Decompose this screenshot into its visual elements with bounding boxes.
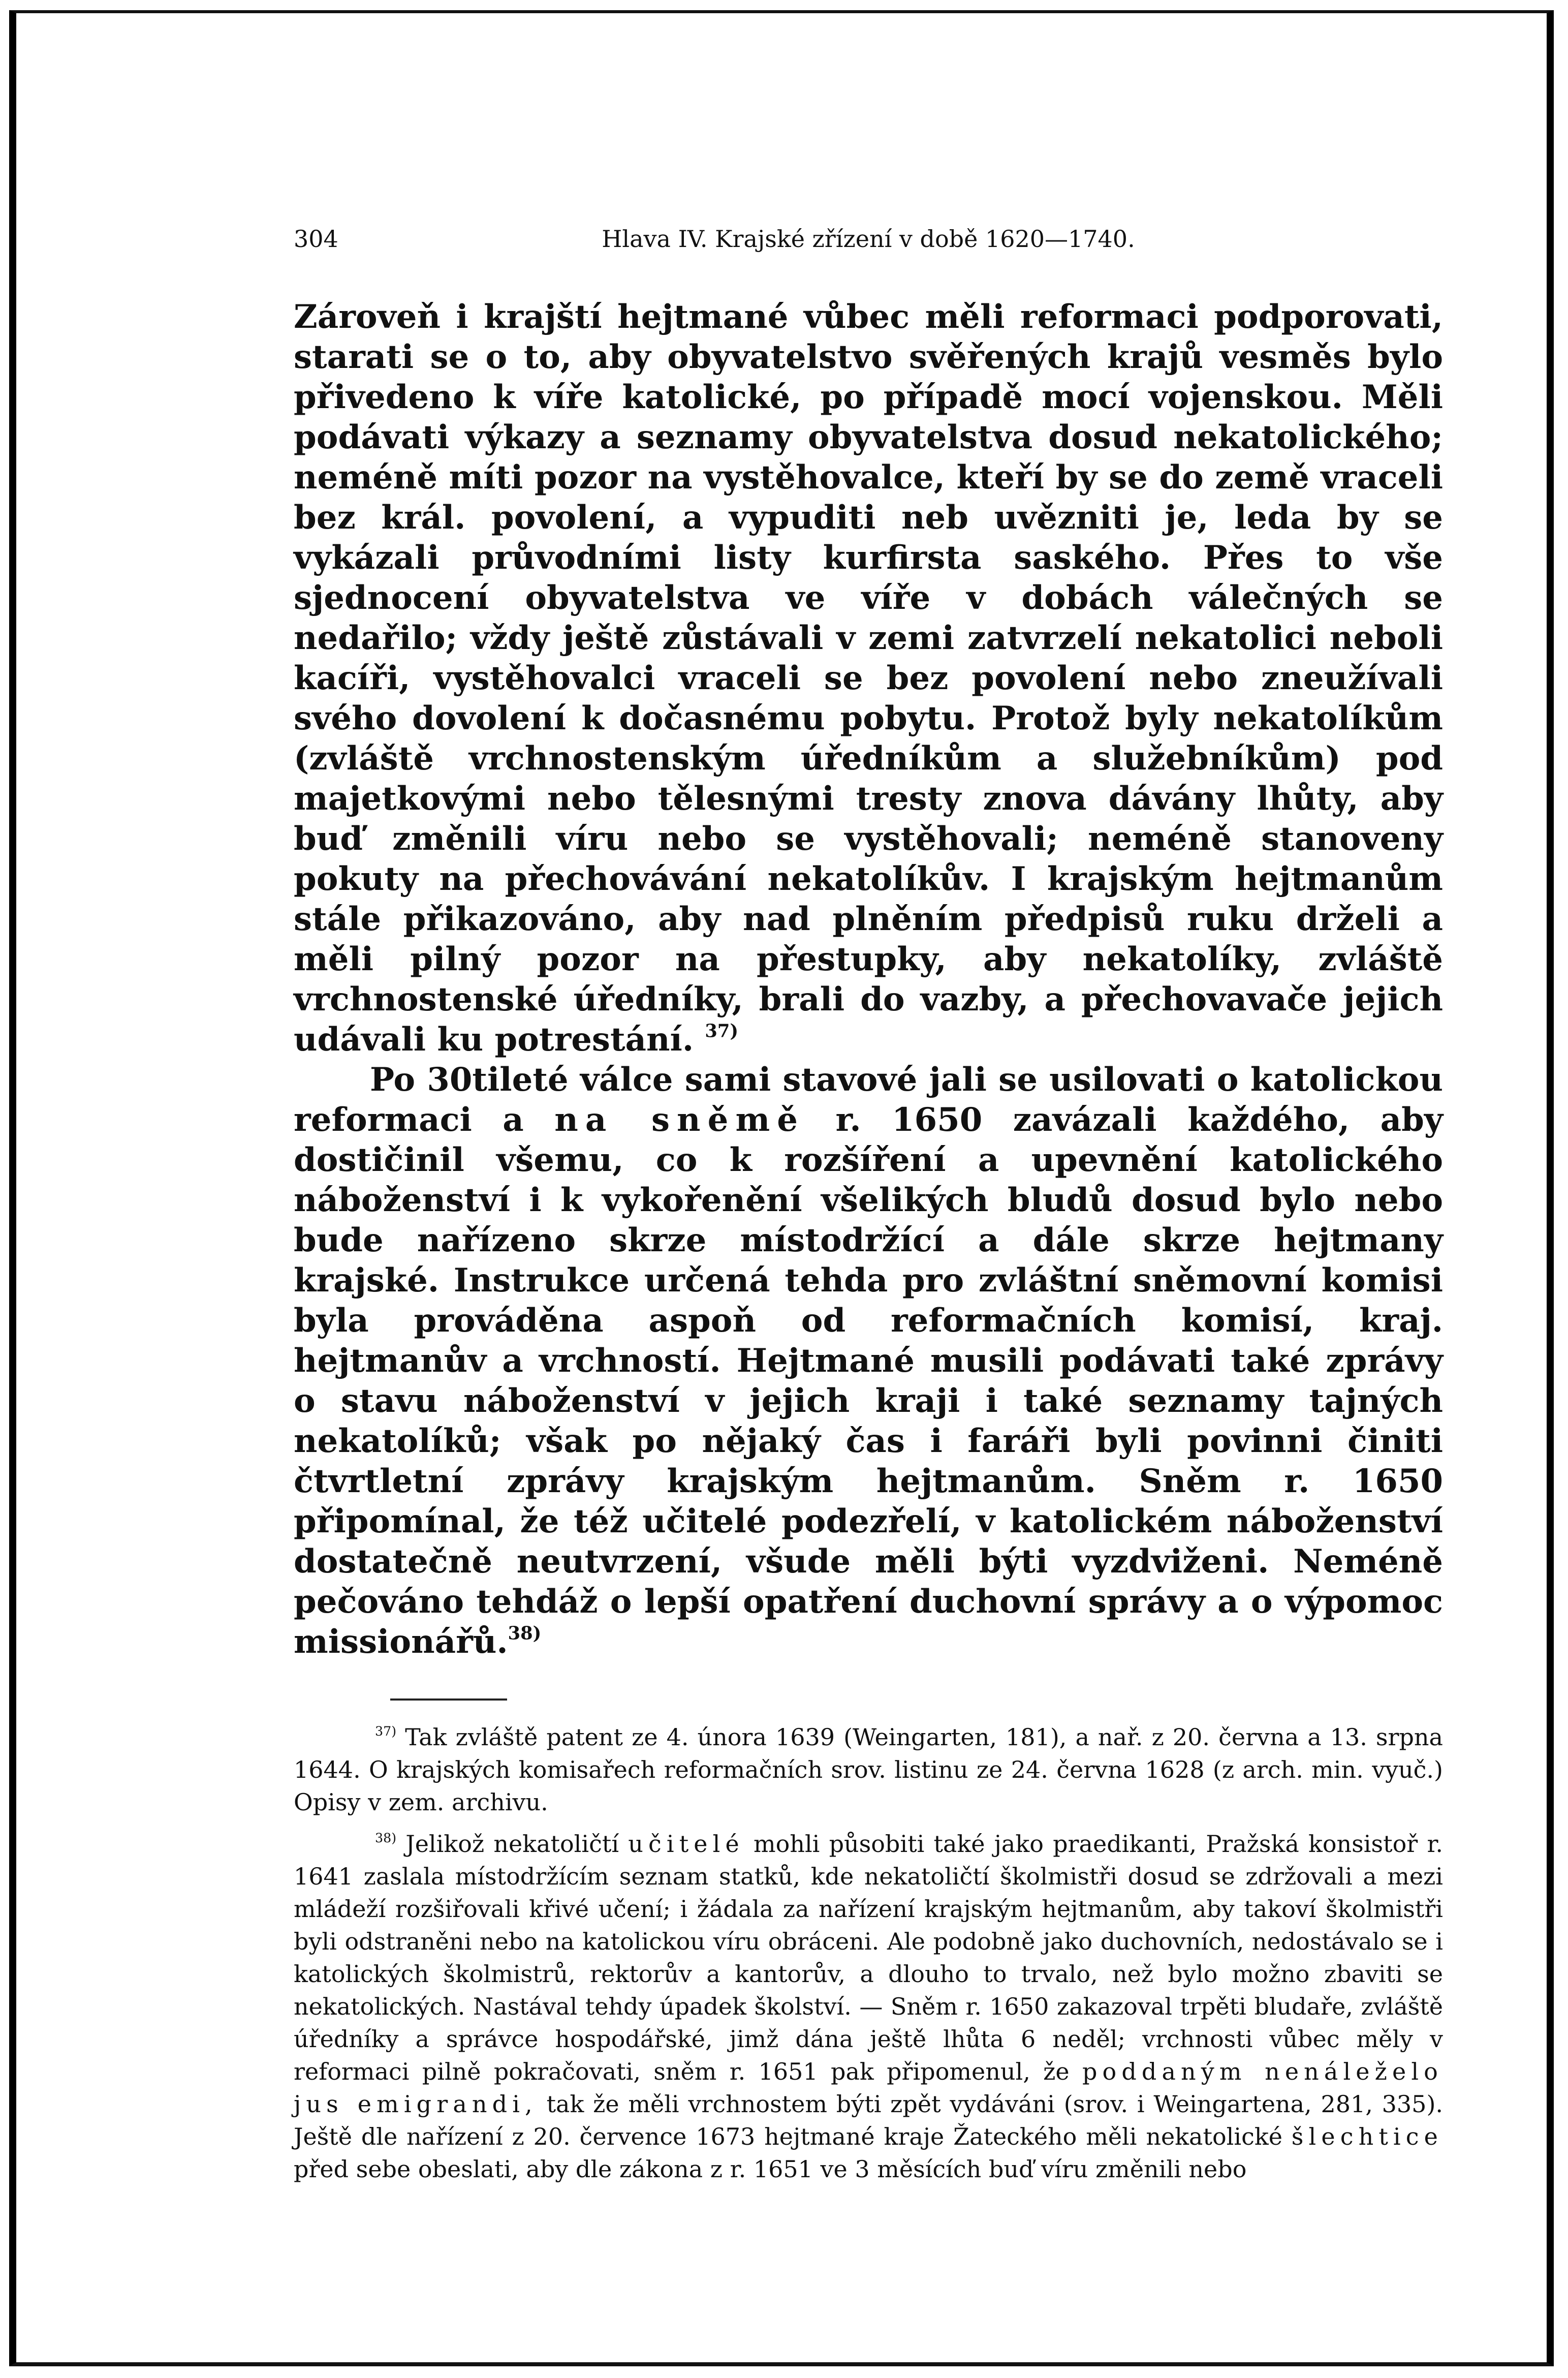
footnote-ref-38: 38) (508, 1623, 542, 1644)
paragraph-2 (294, 1060, 1443, 1662)
page-number: 304 (294, 225, 338, 253)
main-text (294, 297, 1443, 1662)
paragraph-2-text: r. 1650 zavázali každého, aby dostičinil všemu, co k rozšíření a upevnění katolického náboženství i k vykořenění všelikých bludů dosud bylo nebo bude nařízeno skrze místodržící a dále skrze hejtmany krajské. Instrukce určená tehda pro zvláštní sněmovní komisi byla prováděna aspoň od reformačních komisí, kraj. hejtmanův a vrchností. Hejtmané musili podávati také zprávy o stavu náboženství v jejich kraji i také seznamy tajných nekatolíků; však po nějaký čas i faráři byli povinni činiti čtvrtletní zprávy krajským hejtmanům. Sněm r. 1650 připomínal, že též učitelé podezřelí, v katolickém náboženství dostatečně neutvrzení, všude měli býti vyzdviženi. Neméně pečováno tehdáž o lepší opatření duchovní správy a o výpomoc missionářů. (294, 1101, 1444, 1661)
footnote-38-part-1: Jelikož nekatoličtí (405, 1830, 619, 1858)
footnote-38-part-2: mohli působiti také jako praedikanti, Pražská konsistoř r. 1641 zaslala místodržícím seznam statků, kde nekatoličtí školmistři dosud se zdržovali a mezi mládeží rozšiřovali křivé učení; i žádala za nařízení krajským hejtmanům, aby takoví školmistři byli odstraněni nebo na katolickou víru obráceni. Ale podobně jako duchovních, nedostávalo se i katolických školmistrů, rektorův a kantorův, a dlouho to trvalo, než bylo možno zbaviti se nekatolických. Nastával tehdy úpadek školství. — Sněm r. 1650 zakazoval trpěti bludaře, zvláště úředníky a správce hospodářské, jimž dána ještě lhůta 6 neděl; vrchnosti vůbec měly v reformaci pilně pokračovati, sněm r. 1651 pak připomenul, že (294, 1830, 1443, 2085)
page-header (294, 224, 1443, 264)
spaced-emphasis-ucitele: učitelé (628, 1830, 744, 1858)
paragraph-1-text: Zároveň i krajští hejtmané vůbec měli reformaci podporovati, starati se o to, aby obyvatelstvo svěřených krajů vesměs bylo přivedeno k víře katolické, po případě mocí vojenskou. Měli podávati výkazy a seznamy obyvatelstva dosud nekatolického; neméně míti pozor na vystěhovalce, kteří by se do země vraceli bez král. povolení, a vypuditi neb uvězniti je, leda by se vykázali průvodními listy kurfirsta saského. Přes to vše sjednocení obyvatelstva ve víře v dobách válečných se nedařilo; vždy ještě zůstávali v zemi zatvrzelí nekatolici neboli kacíři, vystěhovalci vraceli se bez povolení nebo zneužívali svého dovolení k dočasnému pobytu. Protož byly nekatolíkům (zvláště vrchnostenským úředníkům a služebníkům) pod majetkovými nebo tělesnými tresty znova dávány lhůty, aby buď změnili víru nebo se vystěhovali; neméně stanoveny pokuty na přechovávání nekatolíkův. I krajským hejtmanům stále přikazováno, aby nad plněním předpisů ruku drželi a měli pilný pozor na přestupky, aby nekatolíky, zvláště vrchnostenské úředníky, brali do vazby, a přechovavače jejich udávali ku potrestání. (294, 298, 1443, 1059)
footnote-separator (390, 1698, 507, 1701)
book-page (294, 224, 1443, 2195)
paragraph-1 (294, 297, 1443, 1060)
spaced-emphasis-slechtice: šlechtice (1291, 2123, 1443, 2150)
running-title: Hlava IV. Krajské zřízení v době 1620—1740. (602, 225, 1135, 253)
paragraph-2-lead: Po 30tileté válce sami stavové jali se usilovati o katolickou reformaci a (294, 1061, 1443, 1139)
footnote-38 (294, 1828, 1443, 2185)
footnote-38-part-4: před sebe obeslati, aby dle zákona z r. 1651 ve 3 měsících buď víru změnili nebo (294, 2155, 1247, 2183)
footnote-ref-37: 37) (705, 1021, 738, 1042)
footnote-37 (294, 1721, 1443, 1818)
footnote-37-text: Tak zvláště patent ze 4. února 1639 (Weingarten, 181), a nař. z 20. června a 13. srpna 1644. O krajských komisařech reformačních srov. listinu ze 24. června 1628 (z arch. min. vyuč.) Opisy v zem. archivu. (294, 1723, 1443, 1816)
footnote-38-marker: 38) (375, 1831, 397, 1846)
footnotes (294, 1721, 1443, 2185)
footnote-38-part-3: tak že měli vrchnostem býti zpět vydáváni (srov. i Weingartena, 281, 335). Ještě dle nařízení z 20. července 1673 hejtmané kraje Žateckého měli nekatolické (294, 2090, 1444, 2150)
footnote-37-marker: 37) (375, 1724, 397, 1739)
spaced-emphasis-snem: na sněmě (554, 1101, 805, 1139)
spaced-emphasis-jus-emigrandi: poddaným nenáleželo jus emigrandi, (294, 2058, 1443, 2118)
